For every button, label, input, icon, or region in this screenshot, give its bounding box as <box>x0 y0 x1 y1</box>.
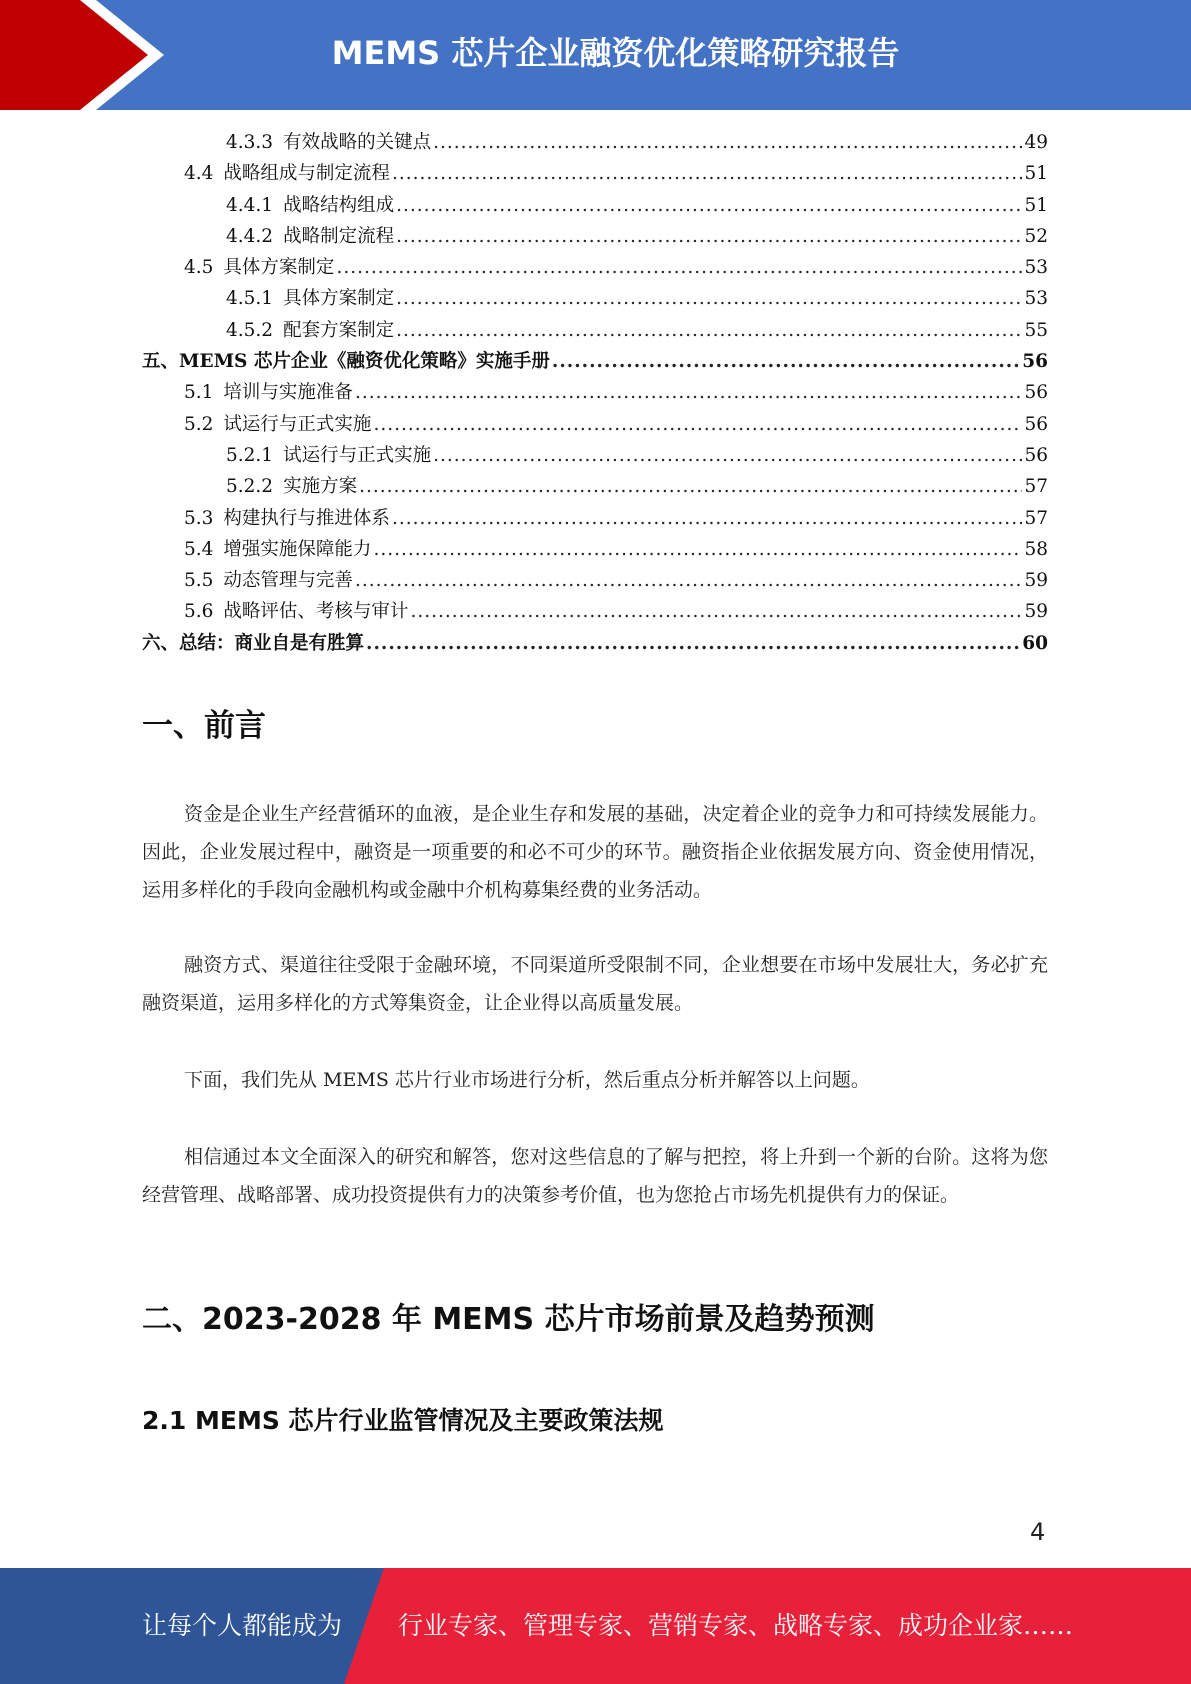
toc-entry-number: 5.2.1 <box>226 444 274 466</box>
toc-entry-page: 56 <box>1024 444 1048 466</box>
toc-entry-page: 53 <box>1024 288 1048 310</box>
toc-entry-label: 六、总结：商业自是有胜算 <box>142 632 365 654</box>
footer-slogan-left: 让每个人都能成为 <box>142 1611 343 1640</box>
toc-entry-page: 59 <box>1024 570 1048 592</box>
page-header <box>0 0 1191 110</box>
section-heading-market: 二、2023-2028 年 MEMS 芯片市场前景及趋势预测 <box>142 1302 875 1337</box>
toc-entry-label: 战略结构组成 <box>283 194 395 216</box>
toc-leader-dots <box>355 382 1023 403</box>
subsection-heading: 2.1 MEMS 芯片行业监管情况及主要政策法规 <box>142 1406 664 1435</box>
paragraph: 下面，我们先从 MEMS 芯片行业市场进行分析，然后重点分析并解答以上问题。 <box>184 1069 870 1091</box>
toc-leader-dots <box>552 351 1020 372</box>
toc-entry-page: 59 <box>1024 601 1048 623</box>
toc-entry-number: 5.5 <box>184 570 214 592</box>
toc-entry-label: 实施方案 <box>283 476 358 498</box>
paragraph: 资金是企业生产经营循环的血液，是企业生存和发展的基础，决定着企业的竞争力和可持续发展能力。因此，企业发展过程中，融资是一项重要的和必不可少的环节。融资指企业依据发展方向、资金使用情况，运用多样化的手段向金融机构或金融中介机构募集经费的业务活动。 <box>142 803 1048 901</box>
toc-entry-label: 构建执行与推进体系 <box>223 507 390 529</box>
toc-entry[interactable] <box>142 597 1048 628</box>
toc-entry-label: 战略评估、考核与审计 <box>223 601 409 623</box>
toc-entry-number: 5.2.2 <box>226 476 274 498</box>
toc-entry-label: 有效战略的关键点 <box>283 132 432 153</box>
toc-entry-number: 4.4.2 <box>226 225 274 247</box>
toc-leader-dots <box>336 257 1022 278</box>
toc-entry-page: 57 <box>1024 476 1048 498</box>
toc-leader-dots <box>373 539 1022 560</box>
toc-leader-dots <box>396 195 1022 216</box>
toc-leader-dots <box>396 320 1022 341</box>
toc-leader-dots <box>433 132 1022 153</box>
toc-entry-number: 5.6 <box>184 601 214 623</box>
toc-entry-page: 56 <box>1024 413 1048 435</box>
table-of-contents <box>142 128 1048 660</box>
toc-entry-label: 试运行与正式实施 <box>223 413 372 435</box>
toc-entry-page: 55 <box>1024 319 1048 341</box>
toc-entry-page: 56 <box>1024 382 1048 404</box>
toc-entry-label: 五、MEMS 芯片企业《融资优化策略》实施手册 <box>142 351 550 373</box>
toc-leader-dots <box>410 601 1022 622</box>
toc-entry-page: 53 <box>1024 257 1048 279</box>
toc-entry-page: 51 <box>1024 163 1048 185</box>
toc-entry[interactable] <box>142 410 1048 441</box>
toc-entry-number: 4.3.3 <box>226 132 274 153</box>
toc-leader-dots <box>396 226 1022 247</box>
toc-entry[interactable] <box>142 253 1048 284</box>
toc-entry-page: 57 <box>1024 507 1048 529</box>
toc-entry-page: 52 <box>1024 225 1048 247</box>
toc-entry-label: 动态管理与完善 <box>223 570 353 592</box>
toc-entry-number: 5.4 <box>184 538 214 560</box>
toc-leader-dots <box>366 633 1020 654</box>
toc-entry[interactable] <box>142 159 1048 190</box>
toc-entry[interactable] <box>142 441 1048 472</box>
toc-entry[interactable] <box>142 347 1048 378</box>
toc-entry[interactable] <box>142 472 1048 503</box>
toc-leader-dots <box>392 163 1023 184</box>
toc-leader-dots <box>396 288 1022 309</box>
toc-entry-label: 培训与实施准备 <box>223 382 353 404</box>
toc-entry-label: 战略组成与制定流程 <box>223 163 390 185</box>
page-number: 4 <box>1030 1518 1046 1546</box>
toc-entry-number: 4.5 <box>184 257 214 279</box>
toc-leader-dots <box>359 476 1022 497</box>
paragraph: 融资方式、渠道往往受限于金融环境，不同渠道所受限制不同，企业想要在市场中发展壮大，务必扩充融资渠道，运用多样化的方式筹集资金，让企业得以高质量发展。 <box>142 954 1048 1014</box>
toc-entry[interactable] <box>142 316 1048 347</box>
toc-entry-page: 51 <box>1024 194 1048 216</box>
toc-entry-label: 配套方案制定 <box>283 319 395 341</box>
toc-entry-number: 4.5.2 <box>226 319 274 341</box>
toc-entry-page: 60 <box>1022 632 1048 654</box>
toc-entry[interactable] <box>142 128 1048 159</box>
section-heading-preface: 一、前言 <box>142 708 266 744</box>
toc-entry[interactable] <box>142 191 1048 222</box>
toc-entry[interactable] <box>142 378 1048 409</box>
toc-entry-number: 5.1 <box>184 382 214 404</box>
toc-entry-number: 5.3 <box>184 507 214 529</box>
toc-entry-number: 5.2 <box>184 413 214 435</box>
toc-entry-page: 49 <box>1024 132 1048 153</box>
toc-entry[interactable] <box>142 566 1048 597</box>
footer-slogan-right: 行业专家、管理专家、营销专家、战略专家、成功企业家…… <box>398 1611 1074 1640</box>
toc-entry-number: 4.5.1 <box>226 288 274 310</box>
toc-entry[interactable] <box>142 284 1048 315</box>
toc-entry-label: 具体方案制定 <box>223 257 335 279</box>
toc-entry-number: 4.4.1 <box>226 194 274 216</box>
toc-leader-dots <box>373 414 1022 435</box>
toc-entry[interactable] <box>142 222 1048 253</box>
page-footer <box>0 1568 1191 1684</box>
toc-leader-dots <box>355 570 1023 591</box>
toc-entry-label: 具体方案制定 <box>283 288 395 310</box>
toc-entry-label: 试运行与正式实施 <box>283 444 432 466</box>
toc-entry[interactable] <box>142 629 1048 660</box>
toc-entry-page: 56 <box>1022 351 1048 373</box>
toc-leader-dots <box>392 508 1023 529</box>
toc-leader-dots <box>433 445 1022 466</box>
toc-entry-number: 4.4 <box>184 163 214 185</box>
toc-entry-page: 58 <box>1024 538 1048 560</box>
toc-entry-label: 战略制定流程 <box>283 225 395 247</box>
report-title: MEMS 芯片企业融资优化策略研究报告 <box>331 34 900 72</box>
toc-entry[interactable] <box>142 504 1048 535</box>
toc-entry-label: 增强实施保障能力 <box>223 538 372 560</box>
toc-entry[interactable] <box>142 535 1048 566</box>
paragraph: 相信通过本文全面深入的研究和解答，您对这些信息的了解与把控，将上升到一个新的台阶。这将为您经营管理、战略部署、成功投资提供有力的决策参考价值，也为您抢占市场先机提供有力的保证。 <box>142 1146 1048 1206</box>
